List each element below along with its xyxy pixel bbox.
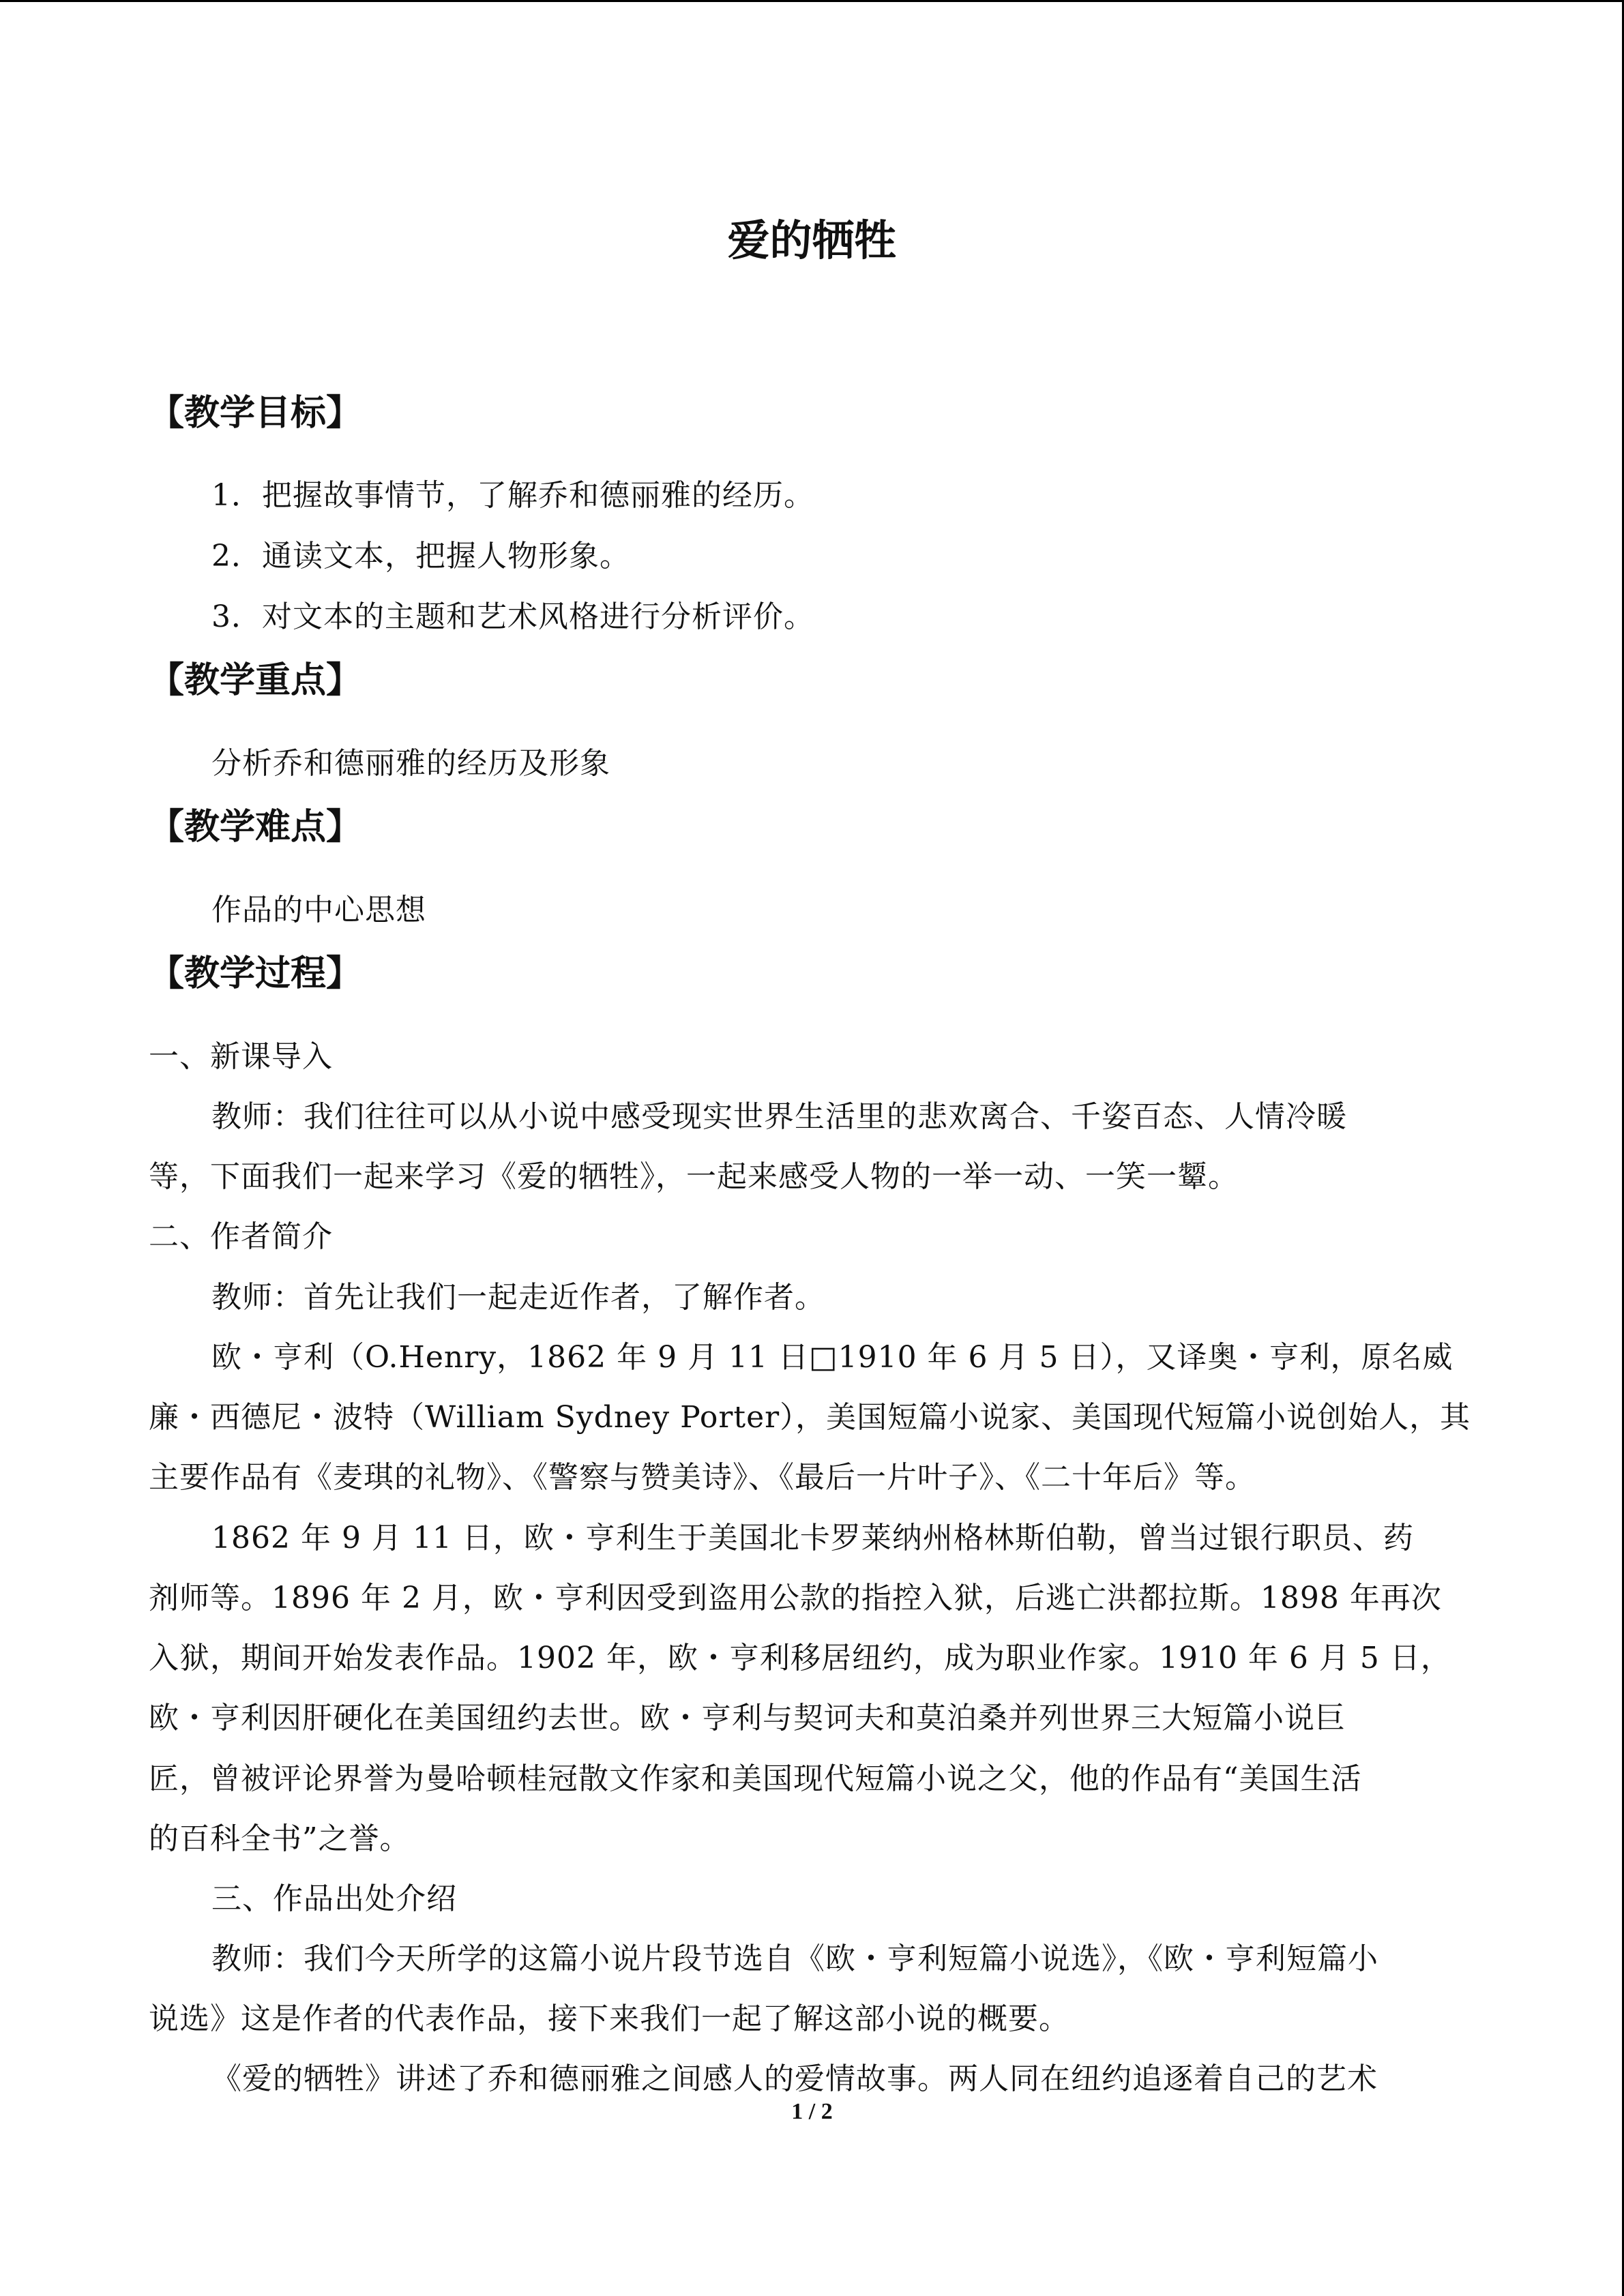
- heading-difficulties: 【教学难点】: [149, 807, 362, 848]
- document-title: 爱的牺牲: [727, 215, 897, 265]
- part2-life-line-4: 欧・亨利因肝硬化在美国纽约去世。欧・亨利与契诃夫和莫泊桑并列世界三大短篇小说巨: [149, 1701, 1346, 1735]
- part3-line-2: 说选》这是作者的代表作品，接下来我们一起了解这部小说的概要。: [149, 2001, 1069, 2036]
- key-points-text: 分析乔和德丽雅的经历及形象: [211, 746, 610, 781]
- goal-item-1: 1．把握故事情节，了解乔和德丽雅的经历。: [211, 478, 814, 513]
- part2-life-line-3: 入狱，期间开始发表作品。1902 年，欧・亨利移居纽约，成为职业作家。1910 年 6 月 5 日，: [149, 1641, 1451, 1675]
- part2-life-line-6: 的百科全书”之誉。: [149, 1821, 411, 1856]
- part2-life-line-1: 1862 年 9 月 11 日，欧・亨利生于美国北卡罗莱纳州格林斯伯勒，曾当过银行职员、药: [211, 1521, 1414, 1555]
- difficulties-text: 作品的中心思想: [211, 893, 426, 927]
- part3-summary: 《爱的牺牲》讲述了乔和德丽雅之间感人的爱情故事。两人同在纽约追逐着自己的艺术: [211, 2061, 1378, 2096]
- page-number: 1 / 2: [791, 2099, 833, 2124]
- part2-life-line-5: 匠，曾被评论界誉为曼哈顿桂冠散文作家和美国现代短篇小说之父，他的作品有“美国生活: [149, 1761, 1362, 1796]
- part1-line-1: 教师：我们往往可以从小说中感受现实世界生活里的悲欢离合、千姿百态、人情冷暖: [211, 1099, 1347, 1134]
- heading-teaching-process: 【教学过程】: [149, 953, 362, 994]
- part2-bio-line-1: 欧・亨利（O.Henry，1862 年 9 月 11 日□1910 年 6 月 5 日），又译奥・亨利，原名威: [211, 1340, 1453, 1375]
- part1-line-2: 等，下面我们一起来学习《爱的牺牲》，一起来感受人物的一举一动、一笑一颦。: [149, 1159, 1239, 1194]
- part2-life-line-2: 剂师等。1896 年 2 月，欧・亨利因受到盗用公款的指控入狱，后逃亡洪都拉斯。1898 年再次: [149, 1581, 1442, 1615]
- part3-title: 三、作品出处介绍: [211, 1881, 457, 1916]
- part2-intro: 教师：首先让我们一起走近作者，了解作者。: [211, 1280, 825, 1315]
- part3-line-1: 教师：我们今天所学的这篇小说片段节选自《欧・亨利短篇小说选》，《欧・亨利短篇小: [211, 1941, 1378, 1976]
- heading-key-points: 【教学重点】: [149, 660, 362, 701]
- heading-teaching-goals: 【教学目标】: [149, 393, 362, 434]
- goal-item-3: 3．对文本的主题和艺术风格进行分析评价。: [211, 599, 814, 634]
- part2-title: 二、作者简介: [149, 1219, 333, 1254]
- goal-item-2: 2．通读文本，把握人物形象。: [211, 539, 630, 573]
- part2-bio-line-3: 主要作品有《麦琪的礼物》、《警察与赞美诗》、《最后一片叶子》、《二十年后》等。: [149, 1460, 1256, 1495]
- part2-bio-line-2: 廉・西德尼・波特（William Sydney Porter），美国短篇小说家、美国现代短篇小说创始人，其: [149, 1400, 1471, 1435]
- part1-title: 一、新课导入: [149, 1039, 333, 1074]
